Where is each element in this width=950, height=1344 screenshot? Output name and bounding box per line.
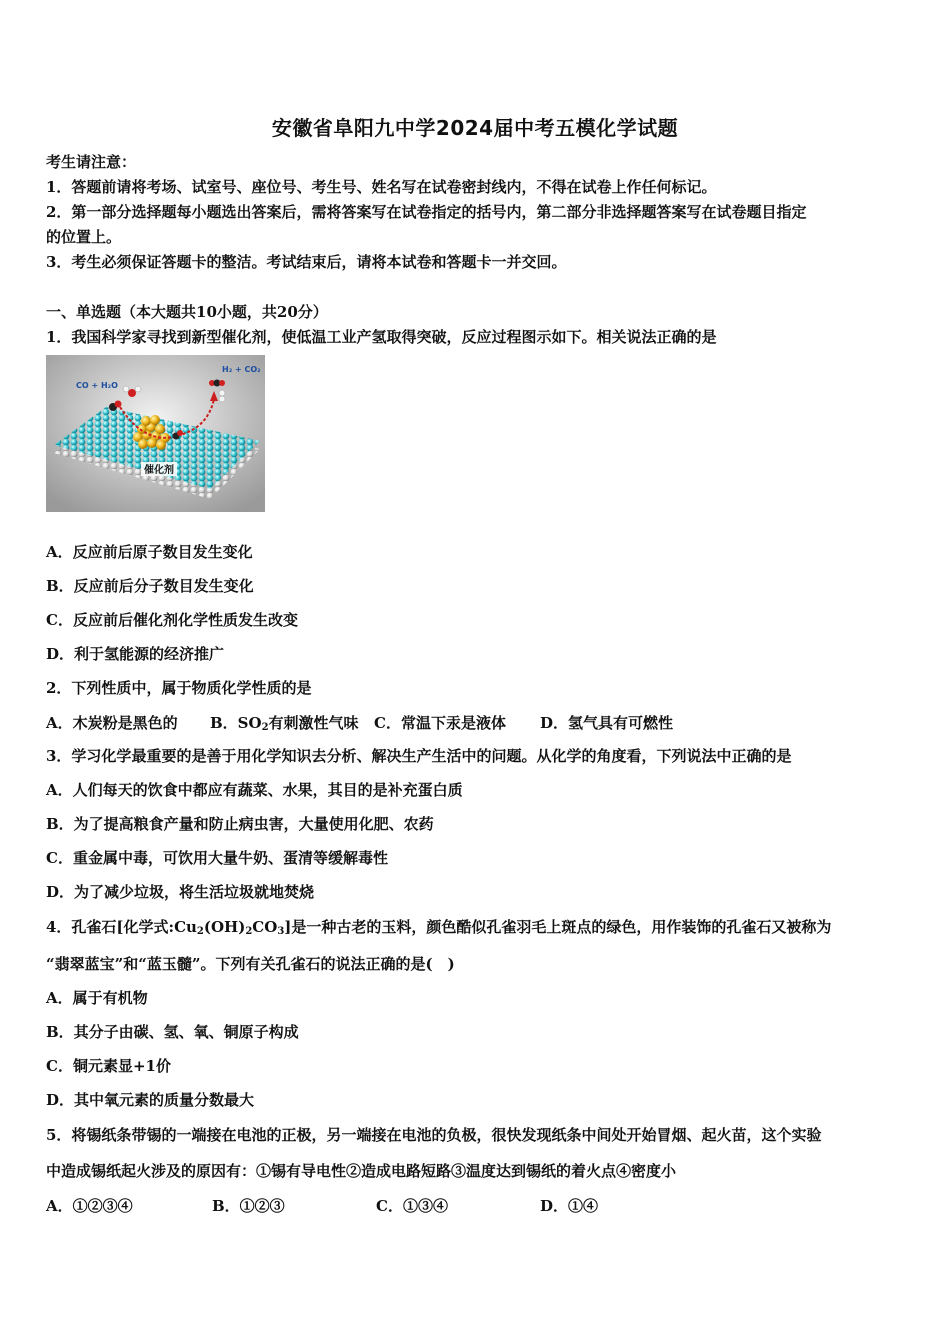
q1-option-d[interactable]: D．利于氢能源的经济推广 — [46, 645, 225, 663]
q4-option-d[interactable]: D．其中氧元素的质量分数最大 — [46, 1091, 255, 1109]
q4-sub-3: 3 — [277, 926, 285, 937]
notice-item-1: 1．答题前请将考场、试室号、座位号、考生号、姓名写在试卷密封线内，不得在试卷上作任何标记。 — [46, 178, 717, 196]
q4-stem-post: ]是一种古老的玉料，颜色酷似孔雀羽毛上斑点的绿色，用作装饰的孔雀石又被称为 — [284, 918, 832, 936]
q3-option-b[interactable]: B．为了提高粮食产量和防止病虫害，大量使用化肥、农药 — [46, 815, 434, 833]
reactants-label: CO + H₂O — [76, 381, 118, 390]
q4-stem-mid: (OH) — [203, 918, 246, 936]
notice-heading: 考生请注意： — [46, 153, 137, 171]
section-heading: 一、单选题（本大题共10小题，共20分） — [46, 303, 328, 321]
q2-option-b-pre: B．SO — [210, 714, 262, 732]
q1-option-c[interactable]: C．反应前后催化剂化学性质发生改变 — [46, 611, 298, 629]
q1-stem: 1．我国科学家寻找到新型催化剂，使低温工业产氢取得突破，反应过程图示如下。相关说法正确的是 — [46, 328, 717, 346]
notice-item-2-cont: 的位置上。 — [46, 228, 122, 246]
q4-sub-2: 2 — [245, 926, 253, 937]
q1-option-a[interactable]: A．反应前后原子数目发生变化 — [46, 543, 253, 561]
q5-stem-line2: 中造成锡纸起火涉及的原因有：①锡有导电性②造成电路短路③温度达到锡纸的着火点④密度小 — [46, 1162, 677, 1180]
q4-sub-1: 2 — [196, 926, 204, 937]
q3-option-d[interactable]: D．为了减少垃圾，将生活垃圾就地焚烧 — [46, 883, 315, 901]
q4-stem — [46, 917, 831, 942]
q5-option-c[interactable]: C．①③④ — [376, 1197, 448, 1215]
q5-option-b[interactable]: B．①②③ — [212, 1197, 285, 1215]
q2-option-b-post: 有刺激性气味 — [268, 714, 359, 732]
notice-item-3: 3．考生必须保证答题卡的整洁。考试结束后，请将本试卷和答题卡一并交回。 — [46, 253, 567, 271]
q2-option-d[interactable]: D．氢气具有可燃性 — [540, 714, 674, 732]
q5-stem-line1: 5．将锡纸条带锡的一端接在电池的正极，另一端接在电池的负极，很快发现纸条中间处开始冒烟、起火苗，这个实验 — [46, 1126, 822, 1144]
q5-option-d[interactable]: D．①④ — [540, 1197, 599, 1215]
q4-stem-line2: “翡翠蓝宝”和“蓝玉髓”。下列有关孔雀石的说法正确的是( ) — [46, 955, 455, 973]
q1-option-b[interactable]: B．反应前后分子数目发生变化 — [46, 577, 254, 595]
catalyst-diagram — [46, 355, 265, 512]
q4-stem-mid2: CO — [252, 918, 278, 936]
catalyst-reaction-figure — [46, 355, 265, 512]
q2-option-b-sub: 2 — [261, 722, 269, 733]
q3-stem: 3．学习化学最重要的是善于用化学知识去分析、解决生产生活中的问题。从化学的角度看，下列说法中正确的是 — [46, 747, 792, 765]
q3-option-a[interactable]: A．人们每天的饮食中都应有蔬菜、水果，其目的是补充蛋白质 — [46, 781, 463, 799]
q5-option-a[interactable]: A．①②③④ — [46, 1197, 133, 1215]
q2-option-b[interactable] — [210, 712, 359, 733]
q2-option-a[interactable]: A．木炭粉是黑色的 — [46, 714, 178, 732]
q4-option-a[interactable]: A．属于有机物 — [46, 989, 148, 1007]
co2-molecule — [209, 380, 225, 387]
q4-option-b[interactable]: B．其分子由碳、氢、氧、铜原子构成 — [46, 1023, 299, 1041]
q3-option-c[interactable]: C．重金属中毒，可饮用大量牛奶、蛋清等缓解毒性 — [46, 849, 388, 867]
page-title: 安徽省阜阳九中学2024届中考五模化学试题 — [271, 116, 679, 140]
q4-stem-pre: 4．孔雀石[化学式:Cu — [46, 918, 197, 936]
q4-option-c[interactable]: C．铜元素显+1价 — [46, 1057, 171, 1075]
notice-item-2: 2．第一部分选择题每小题选出答案后，需将答案写在试卷指定的括号内，第二部分非选择题答案写在试卷题目指定 — [46, 203, 807, 221]
products-label: H₂ + CO₂ — [222, 365, 261, 374]
q2-stem: 2．下列性质中，属于物质化学性质的是 — [46, 679, 312, 697]
catalyst-label: 催化剂 — [144, 465, 174, 476]
q2-option-c[interactable]: C．常温下汞是液体 — [374, 714, 506, 732]
